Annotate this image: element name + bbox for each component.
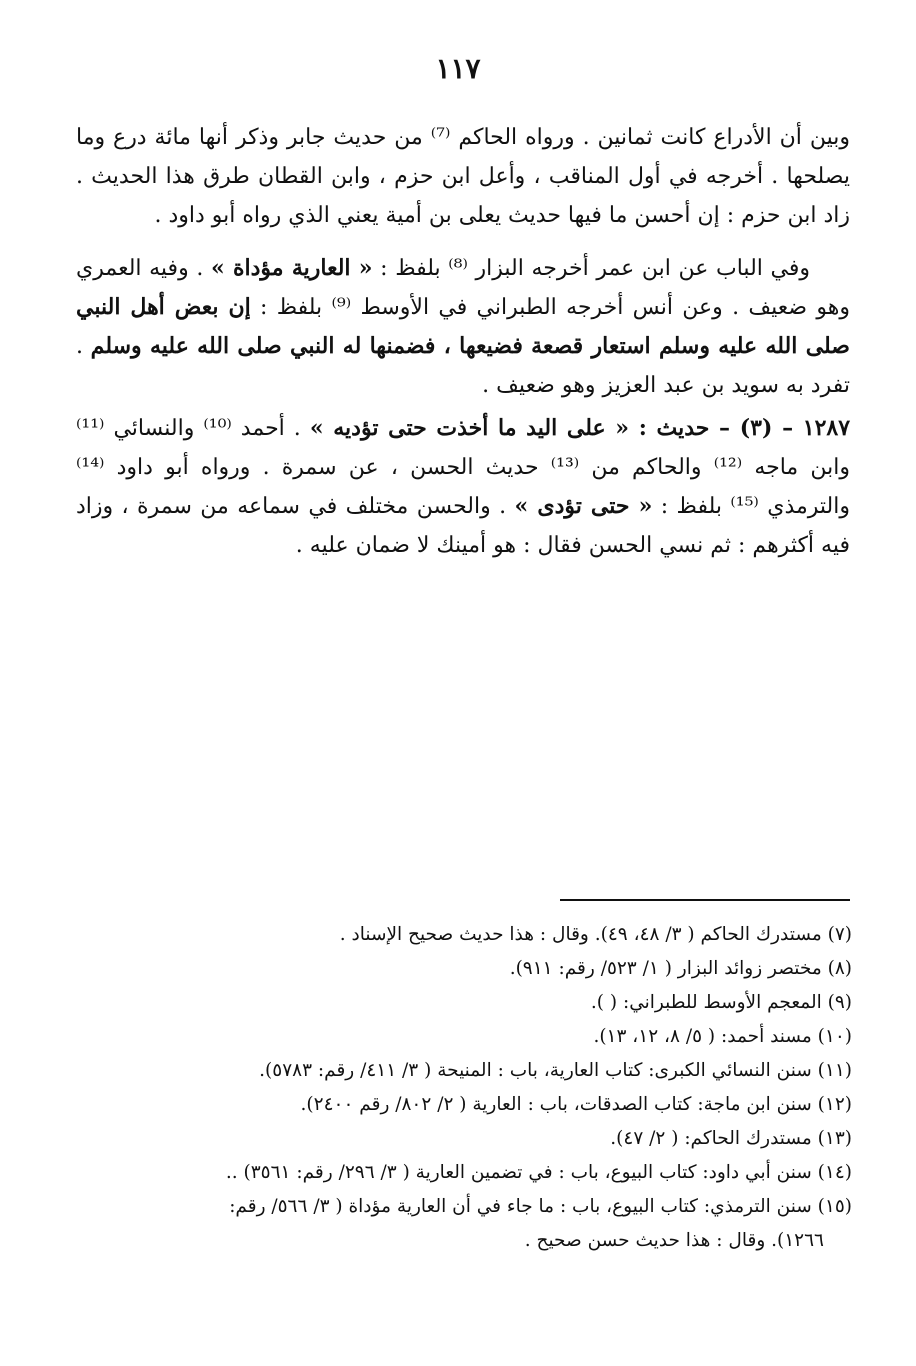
paragraph-2 <box>76 249 850 405</box>
paragraph-2-text-1: وفي الباب عن ابن عمر أخرجه البزار ⁽⁸⁾ بلفظ : <box>372 256 810 281</box>
paragraph-1: وبين أن الأدراع كانت ثمانين . ورواه الحاكم ⁽⁷⁾ من حديث جابر وذكر أنها مائة درع وما يصلحها . أخرجه في أول المناقب ، وأعل ابن حزم ، وابن القطان طرق هذا الحديث . زاد ابن حزم : إن أحسن ما فيها حديث يعلى بن أمية يعني الذي رواه أبو داود . <box>76 125 850 228</box>
paragraph-3-bold-2: « حتى تؤدى » <box>514 493 653 519</box>
main-text <box>76 118 850 565</box>
footnote-14: (١٤) سنن أبي داود: كتاب البيوع، باب : في تضمين العارية ( ٣/ ٢٩٦/ رقم: ٣٥٦١) .. <box>225 1162 852 1183</box>
paragraph-2-bold-2: إن بعض أهل النبي صلى الله عليه وسلم استعار قصعة فضيعها ، فضمنها له النبي صلى الله عليه وسلم <box>76 294 850 359</box>
paragraph-3-text-1: . أحمد ⁽¹⁰⁾ والنسائي ⁽¹¹⁾ وابن ماجه ⁽¹²⁾ والحاكم من ⁽¹³⁾ حديث الحسن ، عن سمرة . ورواه أبو داود ⁽¹⁴⁾ والترمذي ⁽¹⁵⁾ بلفظ : <box>76 416 850 519</box>
footnote-9: (٩) المعجم الأوسط للطبراني: ( ). <box>590 992 852 1013</box>
paragraph-2-bold-1: « العارية مؤداة » <box>210 255 373 281</box>
footnote-11: (١١) سنن النسائي الكبرى: كتاب العارية، باب : المنيحة ( ٣/ ٤١١/ رقم: ٥٧٨٣). <box>259 1060 852 1081</box>
footnote-15-continuation: ١٢٦٦). وقال : هذا حديث حسن صحيح . <box>524 1230 824 1251</box>
paragraph-3 <box>76 409 850 565</box>
footnote-15: (١٥) سنن الترمذي: كتاب البيوع، باب : ما جاء في أن العارية مؤداة ( ٣/ ٥٦٦/ رقم: <box>229 1196 852 1217</box>
footnote-10: (١٠) مسند أحمد: ( ٥/ ٨، ١٢، ١٣). <box>593 1026 852 1047</box>
footnote-7: (٧) مستدرك الحاكم ( ٣/ ٤٨، ٤٩). وقال : هذا حديث صحيح الإسناد . <box>339 924 852 945</box>
footnote-13: (١٣) مستدرك الحاكم: ( ٢/ ٤٧). <box>610 1128 852 1149</box>
footnotes <box>70 918 852 1258</box>
paragraph-3-text-2: . والحسن مختلف في سماعه من سمرة ، وزاد فيه أكثرهم : ثم نسي الحسن فقال : هو أمينك لا ضمان عليه . <box>76 494 850 558</box>
footnote-12: (١٢) سنن ابن ماجة: كتاب الصدقات، باب : العارية ( ٢/ ٨٠٢/ رقم ٢٤٠٠). <box>300 1094 852 1115</box>
footnote-divider <box>560 899 850 901</box>
paragraph-2-text-2: . وفيه العمري وهو ضعيف . وعن أنس أخرجه الطبراني في الأوسط ⁽⁹⁾ بلفظ : <box>76 256 850 320</box>
page-number: ١١٧ <box>435 52 481 85</box>
hadith-heading: ١٢٨٧ – (٣) – حديث : « على اليد ما أخذت حتى تؤديه » <box>309 415 851 441</box>
footnote-8: (٨) مختصر زوائد البزار ( ١/ ٥٢٣/ رقم: ٩١١). <box>509 958 852 979</box>
paragraph-2-text-3: . تفرد به سويد بن عبد العزيز وهو ضعيف . <box>76 334 850 398</box>
